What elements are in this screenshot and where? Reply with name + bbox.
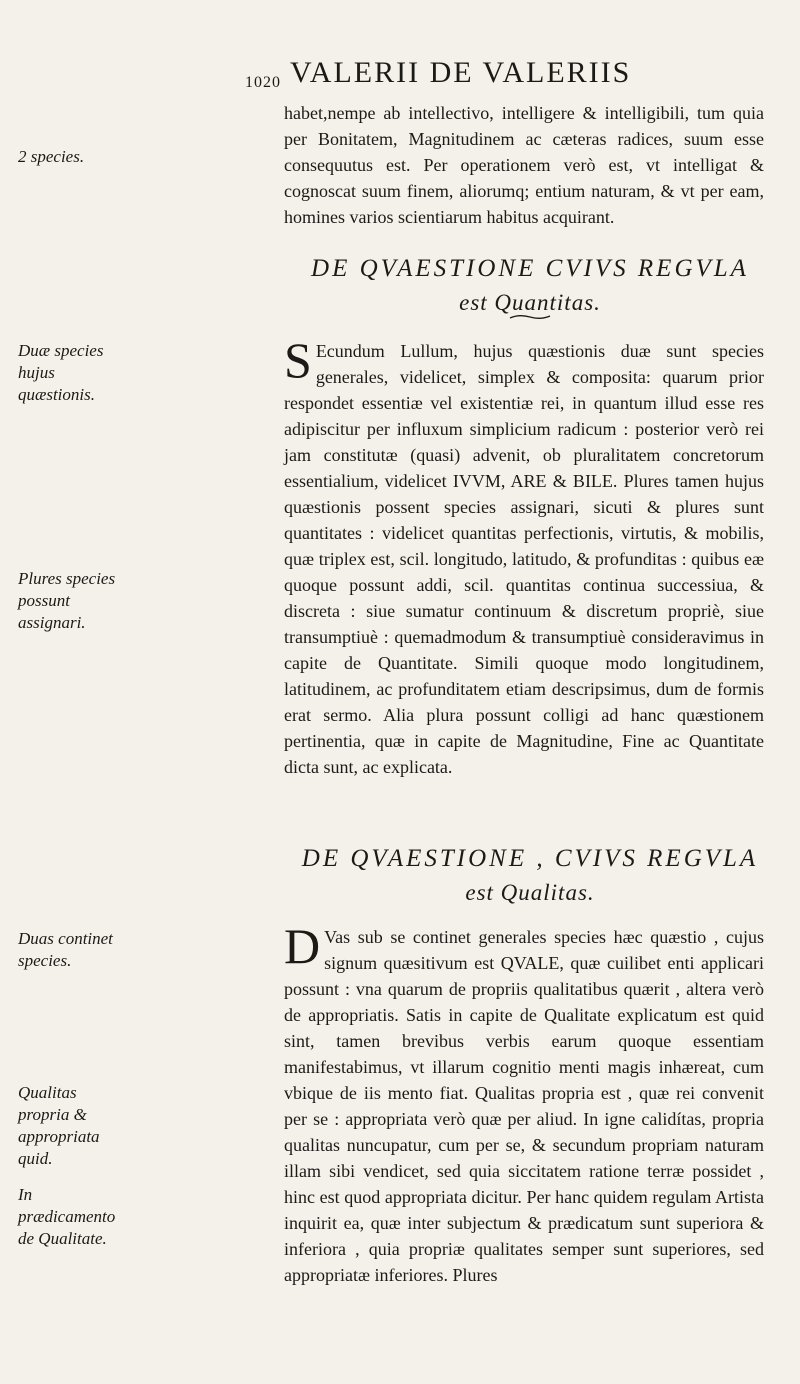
dropcap-s: S bbox=[284, 332, 312, 388]
section-subheading-quantitas bbox=[290, 290, 770, 320]
running-title: VALERII DE VALERIIS bbox=[290, 56, 632, 89]
page-number: 1020 bbox=[245, 74, 281, 91]
section-heading-qualitas: DE QVAESTIONE , CVIVS REGVLA bbox=[301, 845, 759, 872]
marginal-note: 2 species. bbox=[18, 147, 85, 166]
marginal-note: Plures species possunt assignari. bbox=[18, 569, 116, 632]
section-subheading-quantitas-text: est Quantitas. bbox=[459, 290, 601, 315]
marginal-note: In prædicamento de Qualitate. bbox=[18, 1185, 116, 1248]
marginal-note: Duæ species hujus quæstionis. bbox=[18, 341, 104, 404]
dropcap-d: D bbox=[284, 918, 321, 974]
section-subheading-qualitas-text: est Qualitas. bbox=[465, 880, 595, 905]
section-heading-quantitas: DE QVAESTIONE CVIVS REGVLA bbox=[311, 255, 749, 282]
section-text-qualitas: Vas sub se continet generales species hæc quæstio , cujus signum quæsitivum est QVALE, quæ cuilibet enti applicari possunt : vna quarum de propriis qualitatibus quærit , altera verò de appropriatis. Satis in capite de Qualitate explicatum est quid sint, tamen brevibus verbis earum quoque essentiam manifestabimus, vt illarum cognitio menti magis inhæreat, cum vbique de iis mento fiat. Qualitas propria est , quæ rei convenit per se : appropriata verò quæ per aliud. In igne calidítas, propria qualitas nuncupatur, cum per se, & secundum propriam naturam illam sibi vendicet, sed quia siccitatem ratione terræ possidet , hinc est quod appropriata dicitur. Per hanc quidem regulam Artista inquirit ea, quæ inter subjectum & prædicatum sunt superiora & inferiora , quia propriæ qualitates semper sunt superiores, sed appropriatæ inferiores. Plures bbox=[284, 927, 764, 1285]
opening-paragraph-text: habet,nempe ab intellectivo, intelligere & intelligibili, tum quia per Bonitatem, Magnitudinem ac cæteras radices, suum esse consequutus est. Per operationem verò est, vt intelligat & cognoscat suum finem, aliorumq; entium naturam, & vt per eam, homines varios scientiarum habitus acquirant. bbox=[284, 103, 764, 227]
page-header bbox=[245, 56, 740, 96]
section-subheading-qualitas bbox=[290, 880, 770, 906]
section-text-quantitas: Ecundum Lullum, hujus quæstionis duæ sunt species generales, videlicet, simplex & composita: quarum prior respondet essentiæ vel existentiæ rei, in quantum illud esse res adipiscitur per influxum simplicium radicum : posterior verò rei jam constitutæ (quasi) advenit, ob pluralitatem concretorum essentialium, videlicet IVVM, ARE & BILE. Plures tamen hujus quæstionis possent species assignari, sicuti & plures sunt quantitates : videlicet quantitas perfectionis, virtutis, & mobilis, quæ triplex est, scil. longitudo, latitudo, & profunditas : quibus eæ quoque possunt addi, scil. quantitas continua successiua, & discreta : siue sumatur continuum & discretum propriè, siue transumptiuè : quemadmodum & transumptiuè consideravimus in capite de Quantitate. Simili quoque modo longitudinem, latitudinem, ac profunditatem etiam descripsimus, dum de formis erat sermo. Alia plura possunt colligi ad hanc quæstionem pertinentia, quæ in capite de Magnitudine, Fine ac Quantitate dicta sunt, ac explicata. bbox=[284, 341, 764, 777]
marginal-note: Qualitas propria & appropriata quid. bbox=[18, 1083, 100, 1168]
opening-paragraph bbox=[284, 100, 764, 230]
section-body-qualitas bbox=[284, 918, 764, 1288]
section-body-quantitas bbox=[284, 332, 764, 780]
marginal-note: Duas continet species. bbox=[18, 929, 113, 970]
